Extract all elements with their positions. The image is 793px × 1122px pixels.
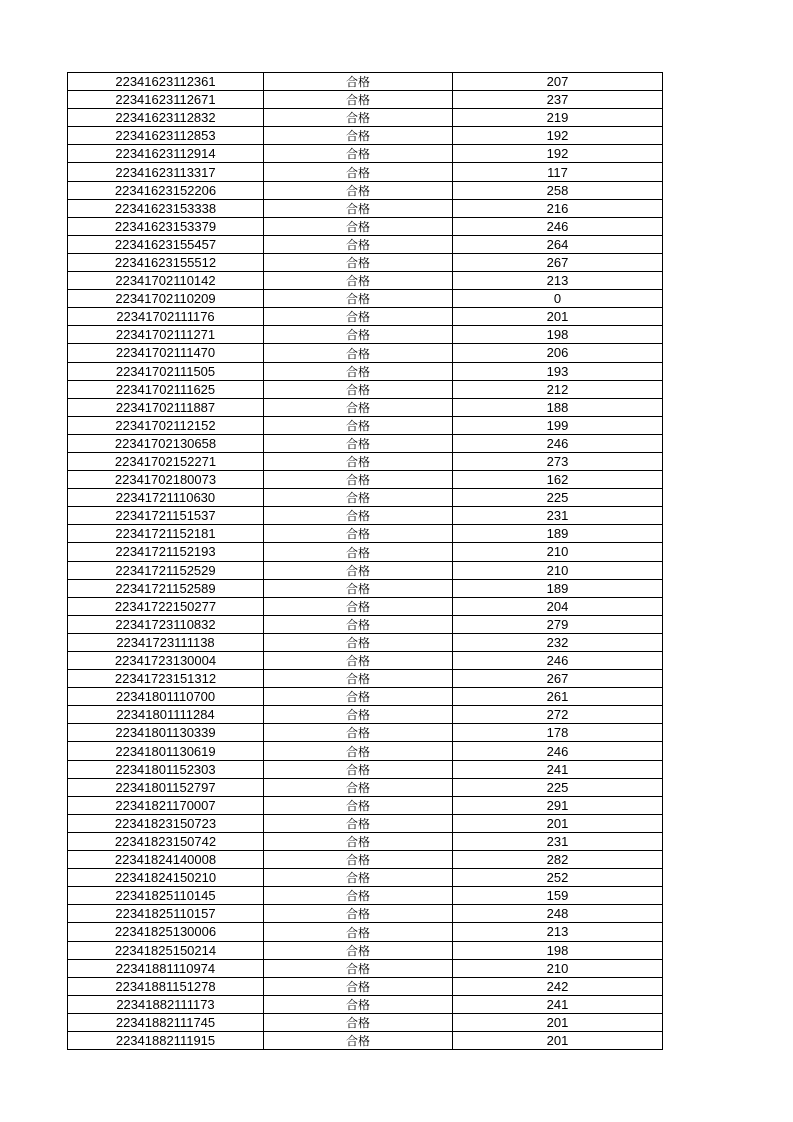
score-cell: 207 — [453, 73, 663, 91]
score-cell: 188 — [453, 398, 663, 416]
table-row — [68, 163, 663, 181]
candidate-id-cell: 22341723151312 — [68, 670, 264, 688]
candidate-id-cell: 22341825130006 — [68, 923, 264, 941]
status-cell: 合格 — [264, 434, 453, 452]
score-cell: 210 — [453, 959, 663, 977]
score-cell: 264 — [453, 235, 663, 253]
table-row — [68, 633, 663, 651]
status-cell: 合格 — [264, 887, 453, 905]
status-cell: 合格 — [264, 579, 453, 597]
score-cell: 159 — [453, 887, 663, 905]
candidate-id-cell: 22341702152271 — [68, 452, 264, 470]
status-cell: 合格 — [264, 217, 453, 235]
table-row — [68, 434, 663, 452]
score-cell: 210 — [453, 561, 663, 579]
table-row — [68, 308, 663, 326]
table-row — [68, 452, 663, 470]
table-row — [68, 742, 663, 760]
status-cell: 合格 — [264, 543, 453, 561]
score-cell: 206 — [453, 344, 663, 362]
status-cell: 合格 — [264, 163, 453, 181]
status-cell: 合格 — [264, 977, 453, 995]
score-cell: 248 — [453, 905, 663, 923]
table-row — [68, 941, 663, 959]
table-row — [68, 543, 663, 561]
table-row — [68, 688, 663, 706]
candidate-id-cell: 22341702111625 — [68, 380, 264, 398]
table-row — [68, 145, 663, 163]
candidate-id-cell: 22341623153379 — [68, 217, 264, 235]
candidate-id-cell: 22341702111271 — [68, 326, 264, 344]
table-row — [68, 652, 663, 670]
candidate-id-cell: 22341824140008 — [68, 851, 264, 869]
status-cell: 合格 — [264, 923, 453, 941]
status-cell: 合格 — [264, 905, 453, 923]
status-cell: 合格 — [264, 706, 453, 724]
table-row — [68, 760, 663, 778]
score-cell: 242 — [453, 977, 663, 995]
status-cell: 合格 — [264, 380, 453, 398]
table-row — [68, 507, 663, 525]
status-cell: 合格 — [264, 652, 453, 670]
score-cell: 258 — [453, 181, 663, 199]
status-cell: 合格 — [264, 272, 453, 290]
score-cell: 189 — [453, 579, 663, 597]
table-row — [68, 199, 663, 217]
table-row — [68, 489, 663, 507]
score-cell: 282 — [453, 851, 663, 869]
status-cell: 合格 — [264, 507, 453, 525]
candidate-id-cell: 22341623112914 — [68, 145, 264, 163]
table-row — [68, 344, 663, 362]
results-table-body — [68, 73, 663, 1050]
status-cell: 合格 — [264, 326, 453, 344]
table-row — [68, 724, 663, 742]
table-row — [68, 109, 663, 127]
table-row — [68, 1013, 663, 1031]
candidate-id-cell: 22341801152303 — [68, 760, 264, 778]
table-row — [68, 380, 663, 398]
candidate-id-cell: 22341721152589 — [68, 579, 264, 597]
candidate-id-cell: 22341702110209 — [68, 290, 264, 308]
table-row — [68, 127, 663, 145]
candidate-id-cell: 22341623155457 — [68, 235, 264, 253]
score-cell: 219 — [453, 109, 663, 127]
candidate-id-cell: 22341702130658 — [68, 434, 264, 452]
status-cell: 合格 — [264, 525, 453, 543]
candidate-id-cell: 22341702180073 — [68, 471, 264, 489]
results-table — [67, 72, 663, 1050]
score-cell: 246 — [453, 652, 663, 670]
score-cell: 267 — [453, 253, 663, 271]
status-cell: 合格 — [264, 760, 453, 778]
candidate-id-cell: 22341882111915 — [68, 1031, 264, 1049]
status-cell: 合格 — [264, 633, 453, 651]
status-cell: 合格 — [264, 109, 453, 127]
status-cell: 合格 — [264, 308, 453, 326]
score-cell: 192 — [453, 145, 663, 163]
candidate-id-cell: 22341825110145 — [68, 887, 264, 905]
candidate-id-cell: 22341702110142 — [68, 272, 264, 290]
status-cell: 合格 — [264, 778, 453, 796]
score-cell: 231 — [453, 507, 663, 525]
candidate-id-cell: 22341801152797 — [68, 778, 264, 796]
table-row — [68, 959, 663, 977]
score-cell: 212 — [453, 380, 663, 398]
candidate-id-cell: 22341821170007 — [68, 796, 264, 814]
score-cell: 272 — [453, 706, 663, 724]
table-row — [68, 1031, 663, 1049]
candidate-id-cell: 22341801130619 — [68, 742, 264, 760]
status-cell: 合格 — [264, 489, 453, 507]
candidate-id-cell: 22341623113317 — [68, 163, 264, 181]
table-row — [68, 272, 663, 290]
candidate-id-cell: 22341824150210 — [68, 869, 264, 887]
table-row — [68, 181, 663, 199]
table-row — [68, 905, 663, 923]
status-cell: 合格 — [264, 235, 453, 253]
status-cell: 合格 — [264, 398, 453, 416]
table-row — [68, 851, 663, 869]
score-cell: 267 — [453, 670, 663, 688]
status-cell: 合格 — [264, 869, 453, 887]
candidate-id-cell: 22341823150723 — [68, 814, 264, 832]
score-cell: 241 — [453, 995, 663, 1013]
candidate-id-cell: 22341801111284 — [68, 706, 264, 724]
score-cell: 201 — [453, 1031, 663, 1049]
table-row — [68, 235, 663, 253]
status-cell: 合格 — [264, 199, 453, 217]
status-cell: 合格 — [264, 253, 453, 271]
table-row — [68, 615, 663, 633]
status-cell: 合格 — [264, 796, 453, 814]
candidate-id-cell: 22341623155512 — [68, 253, 264, 271]
table-row — [68, 217, 663, 235]
candidate-id-cell: 22341723130004 — [68, 652, 264, 670]
candidate-id-cell: 22341881151278 — [68, 977, 264, 995]
score-cell: 192 — [453, 127, 663, 145]
score-cell: 291 — [453, 796, 663, 814]
status-cell: 合格 — [264, 670, 453, 688]
status-cell: 合格 — [264, 290, 453, 308]
status-cell: 合格 — [264, 742, 453, 760]
candidate-id-cell: 22341721110630 — [68, 489, 264, 507]
status-cell: 合格 — [264, 91, 453, 109]
candidate-id-cell: 22341823150742 — [68, 832, 264, 850]
candidate-id-cell: 22341623112671 — [68, 91, 264, 109]
score-cell: 193 — [453, 362, 663, 380]
status-cell: 合格 — [264, 127, 453, 145]
status-cell: 合格 — [264, 941, 453, 959]
status-cell: 合格 — [264, 832, 453, 850]
score-cell: 198 — [453, 326, 663, 344]
table-row — [68, 398, 663, 416]
table-row — [68, 579, 663, 597]
score-cell: 204 — [453, 597, 663, 615]
table-row — [68, 706, 663, 724]
score-cell: 213 — [453, 272, 663, 290]
status-cell: 合格 — [264, 416, 453, 434]
table-row — [68, 832, 663, 850]
candidate-id-cell: 22341721152181 — [68, 525, 264, 543]
status-cell: 合格 — [264, 561, 453, 579]
candidate-id-cell: 22341721151537 — [68, 507, 264, 525]
candidate-id-cell: 22341623152206 — [68, 181, 264, 199]
table-row — [68, 561, 663, 579]
candidate-id-cell: 22341721152529 — [68, 561, 264, 579]
status-cell: 合格 — [264, 959, 453, 977]
candidate-id-cell: 22341702111505 — [68, 362, 264, 380]
score-cell: 210 — [453, 543, 663, 561]
status-cell: 合格 — [264, 471, 453, 489]
candidate-id-cell: 22341702111176 — [68, 308, 264, 326]
table-row — [68, 525, 663, 543]
score-cell: 201 — [453, 814, 663, 832]
candidate-id-cell: 22341825110157 — [68, 905, 264, 923]
table-row — [68, 471, 663, 489]
status-cell: 合格 — [264, 688, 453, 706]
candidate-id-cell: 22341702112152 — [68, 416, 264, 434]
table-row — [68, 362, 663, 380]
table-row — [68, 91, 663, 109]
status-cell: 合格 — [264, 995, 453, 1013]
status-cell: 合格 — [264, 814, 453, 832]
status-cell: 合格 — [264, 73, 453, 91]
table-row — [68, 814, 663, 832]
candidate-id-cell: 22341723111138 — [68, 633, 264, 651]
score-cell: 213 — [453, 923, 663, 941]
status-cell: 合格 — [264, 615, 453, 633]
score-cell: 189 — [453, 525, 663, 543]
table-row — [68, 416, 663, 434]
table-row — [68, 923, 663, 941]
score-cell: 198 — [453, 941, 663, 959]
candidate-id-cell: 22341882111173 — [68, 995, 264, 1013]
candidate-id-cell: 22341623153338 — [68, 199, 264, 217]
score-cell: 162 — [453, 471, 663, 489]
status-cell: 合格 — [264, 597, 453, 615]
score-cell: 225 — [453, 489, 663, 507]
candidate-id-cell: 22341722150277 — [68, 597, 264, 615]
status-cell: 合格 — [264, 1031, 453, 1049]
score-cell: 252 — [453, 869, 663, 887]
status-cell: 合格 — [264, 181, 453, 199]
table-row — [68, 326, 663, 344]
table-row — [68, 597, 663, 615]
status-cell: 合格 — [264, 362, 453, 380]
candidate-id-cell: 22341702111470 — [68, 344, 264, 362]
table-row — [68, 670, 663, 688]
status-cell: 合格 — [264, 851, 453, 869]
candidate-id-cell: 22341801110700 — [68, 688, 264, 706]
table-row — [68, 887, 663, 905]
score-cell: 231 — [453, 832, 663, 850]
score-cell: 246 — [453, 434, 663, 452]
score-cell: 279 — [453, 615, 663, 633]
candidate-id-cell: 22341801130339 — [68, 724, 264, 742]
score-cell: 261 — [453, 688, 663, 706]
score-cell: 232 — [453, 633, 663, 651]
score-cell: 199 — [453, 416, 663, 434]
candidate-id-cell: 22341702111887 — [68, 398, 264, 416]
status-cell: 合格 — [264, 1013, 453, 1031]
score-cell: 246 — [453, 217, 663, 235]
score-cell: 246 — [453, 742, 663, 760]
status-cell: 合格 — [264, 724, 453, 742]
candidate-id-cell: 22341623112832 — [68, 109, 264, 127]
candidate-id-cell: 22341623112361 — [68, 73, 264, 91]
candidate-id-cell: 22341623112853 — [68, 127, 264, 145]
candidate-id-cell: 22341723110832 — [68, 615, 264, 633]
status-cell: 合格 — [264, 145, 453, 163]
status-cell: 合格 — [264, 452, 453, 470]
table-row — [68, 290, 663, 308]
score-cell: 241 — [453, 760, 663, 778]
candidate-id-cell: 22341825150214 — [68, 941, 264, 959]
table-row — [68, 73, 663, 91]
score-cell: 273 — [453, 452, 663, 470]
status-cell: 合格 — [264, 344, 453, 362]
score-cell: 237 — [453, 91, 663, 109]
candidate-id-cell: 22341882111745 — [68, 1013, 264, 1031]
table-row — [68, 995, 663, 1013]
candidate-id-cell: 22341881110974 — [68, 959, 264, 977]
score-cell: 117 — [453, 163, 663, 181]
table-row — [68, 869, 663, 887]
table-row — [68, 977, 663, 995]
score-cell: 225 — [453, 778, 663, 796]
score-cell: 0 — [453, 290, 663, 308]
candidate-id-cell: 22341721152193 — [68, 543, 264, 561]
score-cell: 216 — [453, 199, 663, 217]
table-row — [68, 796, 663, 814]
score-cell: 178 — [453, 724, 663, 742]
score-cell: 201 — [453, 308, 663, 326]
table-row — [68, 778, 663, 796]
score-cell: 201 — [453, 1013, 663, 1031]
table-row — [68, 253, 663, 271]
